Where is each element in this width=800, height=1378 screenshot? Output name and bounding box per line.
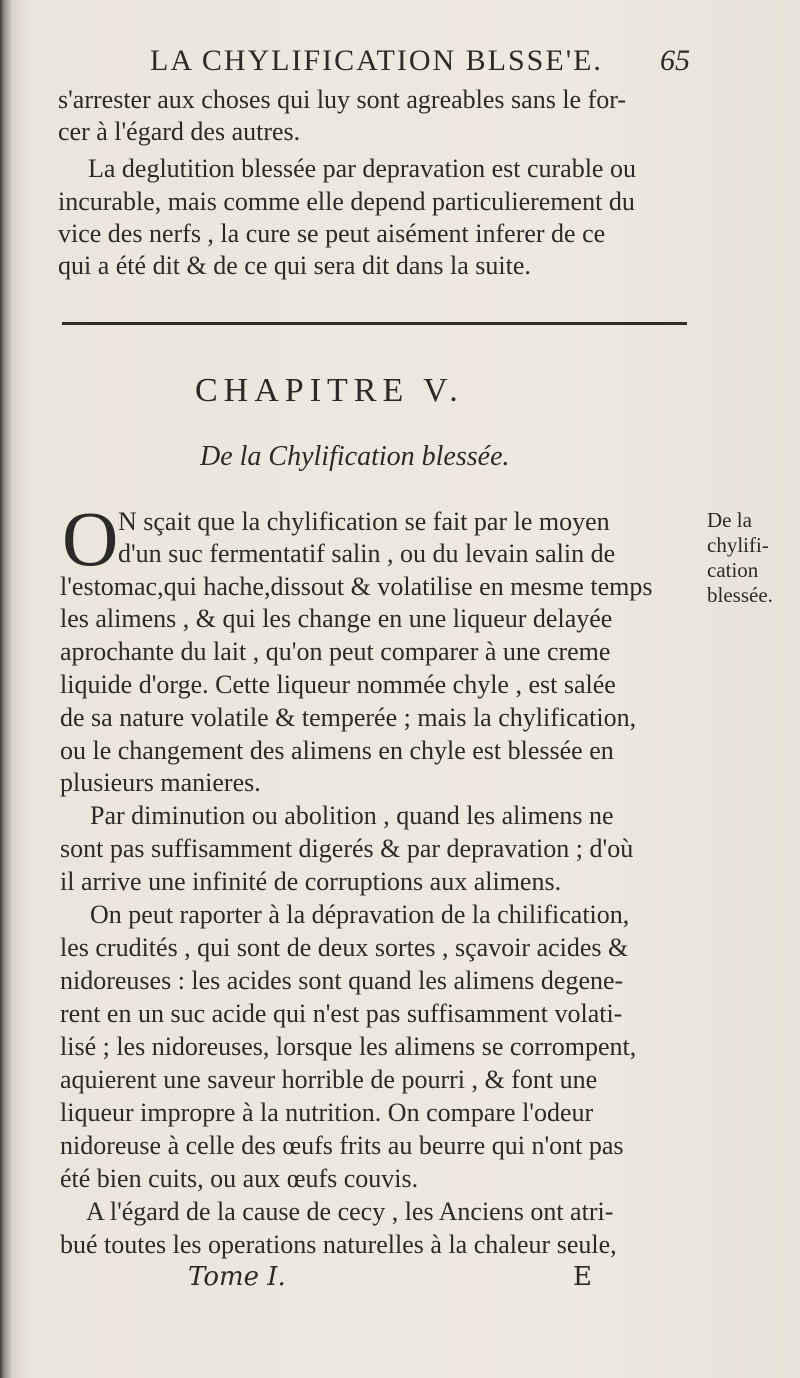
running-header <box>150 44 690 84</box>
text-line: ou le changement des alimens en chyle est blessée en <box>60 736 614 765</box>
text-line: l'estomac,qui hache,dissout & volatilise en mesme temps <box>60 572 653 601</box>
text-line: sont pas suffisamment digerés & par depravation ; d'où <box>60 834 634 863</box>
text-line: On peut raporter à la dépravation de la chilification, <box>90 900 630 929</box>
text-line: aquierent une saveur horrible de pourri , & font une <box>60 1065 598 1094</box>
text-line: de sa nature volatile & temperée ; mais la chylification, <box>60 703 637 732</box>
text-line: les crudités , qui sont de deux sortes , sçavoir acides & <box>60 933 629 962</box>
signature-mark: E <box>573 1262 592 1292</box>
drop-cap: O <box>62 495 119 582</box>
text-line: lisé ; les nidoreuses, lorsque les alimens se corrompent, <box>60 1032 637 1061</box>
text-line: plusieurs manieres. <box>60 768 261 797</box>
chapter-subtitle: De la Chylification blessée. <box>200 441 510 472</box>
text-line: été bien cuits, ou aux œufs couvis. <box>60 1164 419 1193</box>
text-line: qui a été dit & de ce qui sera dit dans la suite. <box>58 251 531 280</box>
running-title: LA CHYLIFICATION BLSSE'E. <box>150 44 603 77</box>
margin-note-line: cation <box>707 558 759 582</box>
text-line: il arrive une infinité de corruptions aux alimens. <box>60 867 562 896</box>
text-line: d'un suc fermentatif salin , ou du levain salin de <box>118 539 616 568</box>
text-line: bué toutes les operations naturelles à la chaleur seule, <box>60 1230 617 1259</box>
volume-label: Tome I. <box>188 1262 286 1292</box>
text-line: s'arrester aux choses qui luy sont agreables sans le for- <box>58 85 627 114</box>
text-line: vice des nerfs , la cure se peut aisément inferer de ce <box>58 219 606 248</box>
text-line: La deglutition blessée par depravation est curable ou <box>88 154 636 183</box>
text-line: incurable, mais comme elle depend particulierement du <box>58 187 635 216</box>
text-line: Par diminution ou abolition , quand les alimens ne <box>90 801 614 830</box>
text-line: aprochante du lait , qu'on peut comparer à une creme <box>60 637 611 666</box>
margin-note <box>707 508 773 608</box>
margin-note-line: chylifi- <box>707 533 769 557</box>
text-line: les alimens , & qui les change en une liqueur delayée <box>60 604 613 633</box>
text-line: A l'égard de la cause de cecy , les Anciens ont atri- <box>86 1197 614 1226</box>
section-divider <box>62 322 687 325</box>
text-line: nidoreuse à celle des œufs frits au beurre qui n'ont pas <box>60 1131 624 1160</box>
margin-note-line: blessée. <box>707 583 773 607</box>
text-line: cer à l'égard des autres. <box>58 117 301 146</box>
text-line: nidoreuses : les acides sont quand les alimens degene- <box>60 966 624 995</box>
page-number: 65 <box>660 44 690 77</box>
text-line: liquide d'orge. Cette liqueur nommée chyle , est salée <box>60 670 616 699</box>
text-line: N sçait que la chylification se fait par le moyen <box>118 507 610 536</box>
text-line: liqueur impropre à la nutrition. On compare l'odeur <box>60 1098 594 1127</box>
margin-note-line: De la <box>707 508 752 532</box>
text-line: rent en un suc acide qui n'est pas suffisamment volati- <box>60 999 623 1028</box>
chapter-heading: CHAPITRE V. <box>195 372 464 409</box>
